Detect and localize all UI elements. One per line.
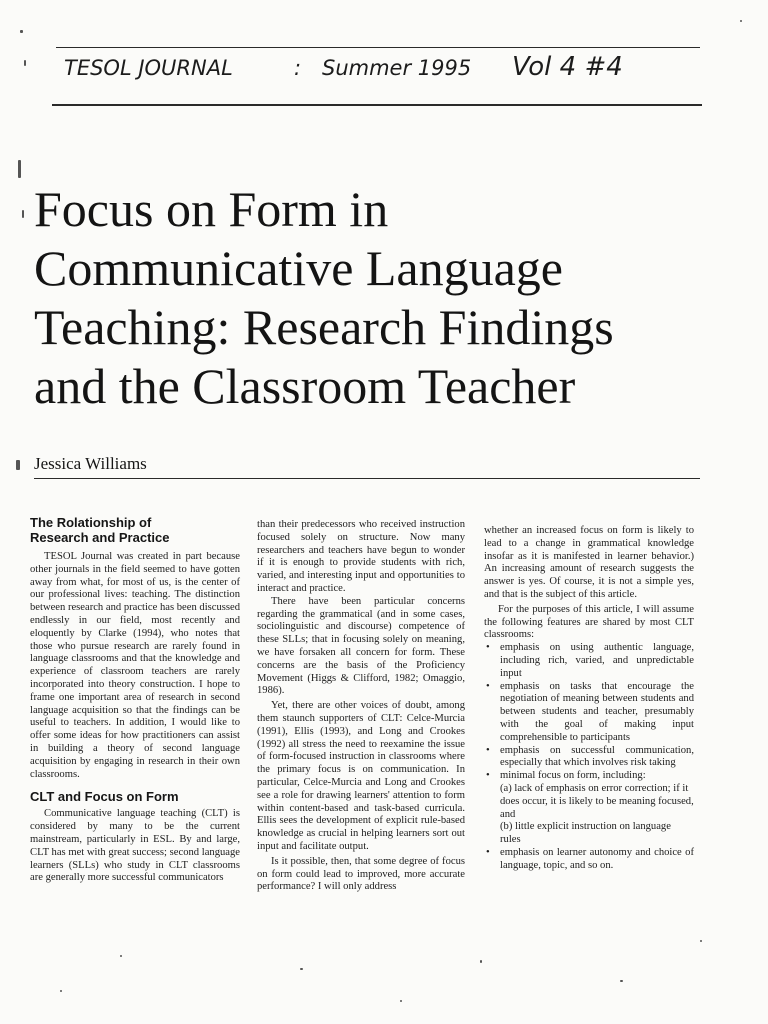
bullet-icon: • (486, 680, 490, 692)
section-heading-clt: CLT and Focus on Form (30, 789, 179, 805)
section-heading-relationship (30, 515, 240, 545)
handwritten-separator: : (294, 56, 302, 80)
column-3 (484, 525, 694, 873)
title-line: Communicative Language (34, 240, 564, 296)
heading-line: Research and Practice (30, 530, 170, 545)
column1-paragraph: TESOL Journal was created in part because other journals in the field seemed to have gotten away from what, for most of us, is the center of our professional lives: teaching. The distinction between research and practice has been discussed endlessly in our field, most recently and eloquently by Clarke (1994), who notes that those who pursue research are rarely found in language classrooms and that the knowledge and experience of classroom teachers are rarely incorporated into theory construction. I hope to frame one important area of research in second language acquisition so that the findings can be useful to teachers. In addition, I would like to offer some ideas for how practitioners can assist in building a theory of second language acquisition by engaging in research in their own classrooms. (30, 551, 241, 780)
column2-paragraph: Yet, there are other voices of doubt, among them staunch supporters of CLT: Celce-Murcia (1991), Ellis (1993), and Long and Crookes (1992) all stress the need to reexamine the issue of form-focused instruction in classrooms where the primary focus is on communication. In particular, Celce-Murcia and Long and Crookes see a role for drawing learners' attention to form within content-based and task-based curricula. Ellis sees the development of explicit rule-based knowledge as crucial in helping learners sort out input and facilitate output. (257, 700, 465, 852)
features-list (484, 642, 694, 783)
list-item: • emphasis on tasks that encourage the negotiation of meaning between students and between students and teacher, presumably with the goal of making input comprehensible to participants (486, 680, 694, 743)
bullet-icon: • (486, 770, 490, 782)
list-item: • emphasis on successful communication, especially that which involves risk taking (486, 744, 694, 769)
list-item: • minimal focus on form, including: (486, 770, 646, 782)
top-rule (56, 47, 700, 48)
header-rule (52, 104, 702, 106)
column2-paragraph: Is it possible, then, that some degree of focus on form could lead to improved, more accurate performance? I will only address (257, 855, 465, 893)
bullet-icon: • (486, 846, 490, 858)
bullet-icon: • (486, 744, 490, 756)
title-line: Focus on Form in (34, 181, 389, 237)
column3-paragraph: whether an increased focus on form is likely to lead to a change in grammatical knowledge insofar as it is manifested in learner behavior.) An increasing amount of research suggests the answer is yes. Of course, it is not a simple yes, and that is the subject of this article. (484, 525, 694, 600)
column-2 (257, 519, 465, 894)
handwritten-date: Summer 1995 (322, 56, 472, 80)
sub-item: (b) little explicit instruction on language rules (500, 821, 671, 846)
column-1 (30, 515, 240, 885)
author-rule (34, 478, 700, 479)
list-item: • emphasis on learner autonomy and choice of language, topic, and so on. (486, 846, 694, 871)
column3-paragraph: For the purposes of this article, I will assume the following features are shared by most CLT classrooms: (484, 603, 694, 641)
column1-paragraph: Communicative language teaching (CLT) is considered by many to be the current mainstream, particularly in ESL. By and large, CLT has met with great success; second language learners (SLLs) who study in CLT classrooms are generally more successful communicators (30, 808, 240, 884)
bullet-icon: • (486, 642, 490, 654)
heading-line: The Rolationship of (30, 515, 152, 530)
list-item: • emphasis on using authentic language, including rich, varied, and unpredictable input (486, 642, 694, 679)
sub-item: (a) lack of emphasis on error correction; if it does occur, it is likely to be meaning focused, and (500, 782, 694, 820)
features-list-end (484, 847, 694, 873)
article-title (34, 180, 734, 416)
title-line: Teaching: Research Findings (34, 299, 614, 355)
column2-paragraph: than their predecessors who received instruction focused solely on structure. Now many researchers and teachers have begun to wonder if it is enough to provide students with rich, varied, and interesting input and opportunities to interact and practice. (257, 519, 465, 594)
author-name: Jessica Williams (34, 454, 147, 473)
handwritten-journal: TESOL JOURNAL (64, 56, 233, 80)
handwritten-issue: Vol 4 #4 (512, 52, 623, 82)
title-line: and the Classroom Teacher (34, 358, 576, 414)
column2-paragraph: There have been particular concerns regarding the grammatical (and in some cases, sociolinguistic and discourse) competence of these SLLs; that in focusing solely on meaning, we have forsaken all concern for form. These concerns are the basis of the Proficiency Movement (Higgs & Clifford, 1982; Omaggio, 1986). (257, 595, 465, 697)
